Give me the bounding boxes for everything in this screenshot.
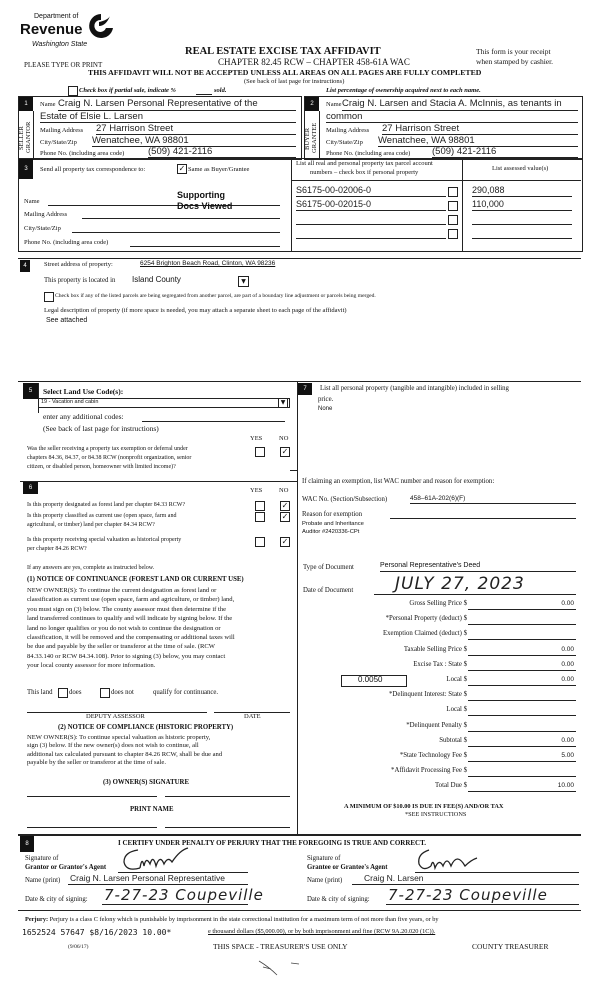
perjury-text-1: Perjury is a class C felony which is punishable by imprisonment in the state correctional institution for a maximum term of not more than five years, or by <box>49 916 439 923</box>
if-yes-note: If any answers are yes, complete as instructed below. <box>27 565 155 571</box>
underline <box>468 639 576 640</box>
form-chapter: CHAPTER 82.45 RCW – CHAPTER 458-61A WAC <box>218 57 410 67</box>
corr-name-field[interactable] <box>48 205 280 206</box>
exemption-reason-2[interactable]: Auditor #2420336-CPt <box>302 529 360 535</box>
county-select[interactable]: Island County <box>132 275 181 284</box>
historical-no-checkbox[interactable]: ✓ <box>281 537 289 546</box>
underline <box>468 655 576 656</box>
grantor-name[interactable]: Craig N. Larsen Personal Representative <box>70 873 225 883</box>
partial-sale-label: Check box if partial sale, indicate % <box>79 87 176 94</box>
notice-continuance-title: (1) NOTICE OF CONTINUANCE (FOREST LAND OR CURRENT USE) <box>27 576 244 583</box>
seller-side-label: SELLER <box>18 126 25 150</box>
corr-city-field[interactable] <box>72 232 280 233</box>
logo-name: Revenue <box>20 21 83 38</box>
seller-name-label: Name <box>40 101 56 108</box>
tax-row-value[interactable]: 0.00 <box>561 676 574 683</box>
grantor-date-city[interactable]: 7-27-23 Coupeville <box>104 886 264 904</box>
seller-city-label: City/State/Zip <box>40 139 77 146</box>
minimum-due-note: A MINIMUM OF $10.00 IS DUE IN FEE(S) AND/OR TAX <box>344 803 504 810</box>
tax-row-value[interactable]: 0.00 <box>561 600 574 607</box>
notice-line: be due and payable by the seller or transferor at the time of sale. (RCW <box>27 643 216 651</box>
logo-state: Washington State <box>32 41 88 48</box>
does-label: does <box>69 689 82 696</box>
notice-line: NEW OWNER(S): To continue the current designation as forest land or <box>27 587 217 594</box>
see-back-instructions: (See back of last page for instructions) <box>244 78 345 85</box>
form-title: REAL ESTATE EXCISE TAX AFFIDAVIT <box>185 46 381 57</box>
legal-description[interactable]: See attached <box>46 317 88 324</box>
buyer-name-label: Name <box>326 101 342 108</box>
underline <box>468 791 576 792</box>
underline <box>390 518 576 519</box>
divider <box>18 834 581 836</box>
notice-compliance-text <box>27 734 222 768</box>
notice-compliance-title: (2) NOTICE OF COMPLIANCE (HISTORIC PROPERTY) <box>58 724 234 731</box>
personal-property-value[interactable]: None <box>318 406 333 412</box>
corr-name-label: Name <box>24 198 40 205</box>
personal-property-label-1: List all personal property (tangible and intangible) included in selling <box>320 385 509 392</box>
no-header: NO <box>279 487 289 494</box>
underline <box>342 110 578 111</box>
divider <box>319 111 320 158</box>
buyer-address[interactable]: 27 Harrison Street <box>382 123 460 134</box>
forest-land-question: Is this property designated as forest land per chapter 84.33 RCW? <box>27 502 186 508</box>
land-does-not-checkbox[interactable] <box>100 688 110 698</box>
this-land-label: This land <box>27 689 53 696</box>
grantee-date-city[interactable]: 7-27-23 Coupeville <box>388 886 548 904</box>
divider <box>33 111 34 158</box>
personal-property-checkbox[interactable] <box>448 201 458 211</box>
divider <box>18 910 581 911</box>
divider <box>462 158 463 251</box>
document-type-label: Type of Document <box>303 564 354 571</box>
underline <box>472 224 572 225</box>
print-name-field-2[interactable] <box>165 827 290 828</box>
grantee-signature-label-1: Signature of <box>307 855 341 862</box>
notice-continuance-text <box>27 586 235 671</box>
dor-logo-swirl-icon <box>86 12 116 40</box>
segregated-parcel-checkbox[interactable] <box>44 292 54 302</box>
seller-exemption-no-checkbox[interactable]: ✓ <box>281 447 289 456</box>
buyer-phone-label: Phone No. (including area code) <box>326 150 411 157</box>
land-use-value: 19 - Vacation and cabin <box>41 399 99 405</box>
buyer-name-line2[interactable]: common <box>326 111 363 122</box>
corr-address-label: Mailing Address <box>24 211 68 218</box>
grantor-signature-label-1: Signature of <box>25 855 59 862</box>
tax-row-label: Total Due $ <box>435 782 467 790</box>
notice-line: NEW OWNER(S): To continue special valuation as historic property, <box>27 734 211 741</box>
assessed-value[interactable]: 290,088 <box>472 185 505 195</box>
buyer-city[interactable]: Wenatchee, WA 98801 <box>378 135 475 146</box>
does-not-label: does not <box>111 689 134 696</box>
treasurer-receipt-stamp: 1652524 57647 $8/16/2023 10.00* <box>22 928 172 937</box>
wac-number[interactable]: 458–61A-202(6)(F) <box>410 495 466 502</box>
underline <box>472 196 572 197</box>
document-date-label: Date of Document <box>303 587 354 594</box>
grantee-date-label: Date & city of signing: <box>307 896 370 903</box>
tax-row-label: *Affidavit Processing Fee $ <box>391 767 467 775</box>
underline <box>296 210 446 211</box>
section-number: 2 <box>305 97 319 111</box>
grantee-signature[interactable] <box>415 846 495 874</box>
grantee-name-label: Name (print) <box>307 877 343 884</box>
form-revision: (9/06/17) <box>68 944 89 950</box>
tax-row-label: Exemption Claimed (deduct) $ <box>383 630 467 638</box>
seller-exemption-yes-checkbox[interactable] <box>255 447 265 457</box>
no-header: NO <box>279 435 289 442</box>
tax-row-value[interactable]: 0.00 <box>561 645 574 653</box>
exemption-reason-label: Reason for exemption <box>302 511 363 518</box>
tax-row-value[interactable]: 5.00 <box>561 752 574 759</box>
document-type[interactable]: Personal Representative's Deed <box>380 562 481 569</box>
notice-line: additional tax calculated pursuant to chapter 84.26 RCW, shall be due and <box>27 750 223 758</box>
underline <box>468 609 576 610</box>
ownership-note: List percentage of ownership acquired next to each name. <box>326 87 481 94</box>
notice-line: 84.33.140 or RCW 84.34.108). Prior to signing (3) below, you may contact <box>27 652 226 660</box>
tax-row-label: Gross Selling Price $ <box>409 600 467 607</box>
section-number: 4 <box>20 260 30 272</box>
local-rate: 0.0050 <box>358 675 383 684</box>
supporting-docs-stamp-line-2: Docs Viewed <box>177 201 233 211</box>
street-address[interactable]: 6254 Brighton Beach Road, Clinton, WA 98236 <box>140 260 276 267</box>
exemption-question-line3: citizen, or disabled person, homeowner with limited income)? <box>27 464 176 470</box>
grantor-side-label: GRANTOR <box>25 121 32 153</box>
notice-line: sign (3) below. If the new owner(s) does not wish to continue, all <box>27 742 199 750</box>
partial-sale-percent-field[interactable] <box>196 94 212 95</box>
grantee-signature-label-2: Grantee or Grantee's Agent <box>307 864 388 871</box>
partial-sale-checkbox[interactable] <box>68 86 78 96</box>
grantor-signature-label-2: Grantor or Grantor's Agent <box>25 864 107 871</box>
notice-line: land transferred continues to qualify and will indicate by signing below. If the <box>27 615 233 623</box>
underline <box>468 670 576 671</box>
corr-phone-label: Phone No. (including area code) <box>24 239 109 246</box>
historical-question-line1: Is this property receiving special valuation as historical property <box>27 537 182 543</box>
underline <box>415 872 579 873</box>
current-use-question-line1: Is this property classified as current use (open space, farm and <box>27 513 177 519</box>
grantee-side-label: GRANTEE <box>311 122 318 153</box>
underline <box>472 238 572 239</box>
document-date[interactable]: JULY 27, 2023 <box>395 574 525 594</box>
current-use-yes-checkbox[interactable] <box>255 512 265 522</box>
land-use-label: Select Land Use Code(s): <box>43 387 124 396</box>
underline <box>352 884 579 885</box>
parcel-header-1: List all real and personal property tax parcel account <box>296 160 433 167</box>
underline <box>472 210 572 211</box>
section-number: 6 <box>23 482 38 494</box>
owner-signature-label: (3) OWNER(S) SIGNATURE <box>103 779 189 786</box>
seller-city[interactable]: Wenatchee, WA 98801 <box>92 135 189 146</box>
seller-address[interactable]: 27 Harrison Street <box>96 123 174 134</box>
seller-phone-label: Phone No. (including area code) <box>40 150 125 157</box>
section-number: 1 <box>19 97 33 111</box>
tax-row-value[interactable]: 10.00 <box>557 782 574 790</box>
underline <box>296 224 446 225</box>
land-does-checkbox[interactable] <box>58 688 68 698</box>
forest-land-no-checkbox[interactable]: ✓ <box>281 501 289 510</box>
street-address-label: Street address of property: <box>44 261 113 268</box>
underline <box>410 503 576 504</box>
located-in-label: This property is located in <box>44 277 116 284</box>
additional-codes-label: enter any additional codes: <box>43 412 124 421</box>
exemption-claim-label: If claiming an exemption, list WAC number and reason for exemption: <box>302 478 495 485</box>
underline <box>468 731 576 732</box>
historical-question-line2: per chapter 84.26 RCW? <box>27 546 87 552</box>
perjury-bold: Perjury: <box>25 916 49 923</box>
assessed-value-header: List assessed value(s) <box>492 165 549 172</box>
section-number: 5 <box>23 383 38 399</box>
section-number: 7 <box>298 383 312 395</box>
divider <box>291 180 581 181</box>
tax-row-value[interactable]: 0.00 <box>561 660 574 668</box>
owner-signature-field-2[interactable] <box>165 796 290 797</box>
notice-line: you must sign on (3) below. The county assessor must then determine if the <box>27 605 227 613</box>
acceptance-warning: THIS AFFIDAVIT WILL NOT BE ACCEPTED UNLESS ALL AREAS ON ALL PAGES ARE FULLY COMPLETED <box>88 67 482 77</box>
corr-city-label: City/State/Zip <box>24 225 61 232</box>
yes-header: YES <box>250 487 263 494</box>
land-use-dropdown-arrow-icon[interactable]: ▼ <box>278 398 288 408</box>
divider <box>18 258 581 259</box>
receipt-note-1: This form is your receipt <box>476 47 551 56</box>
same-as-buyer-label: Same as Buyer/Grantee <box>188 166 250 173</box>
forest-land-yes-checkbox[interactable] <box>255 501 265 511</box>
additional-codes-field[interactable] <box>142 421 285 422</box>
parcel-number[interactable]: S6175-00-02015-0 <box>296 199 372 209</box>
qualify-label: qualify for continuance. <box>153 689 219 696</box>
parcel-number[interactable]: S6175-00-02006-0 <box>296 185 372 195</box>
tax-row-label: Subtotal $ <box>439 736 467 744</box>
perjury-note-line2: e thousand dollars ($5,000.00), or by both imprisonment and fine (RCW 9A.20.020 (1C)). <box>208 928 436 935</box>
tax-row-label: *Delinquent Interest: State $ <box>389 691 467 699</box>
section-number: 8 <box>20 836 34 852</box>
certification-statement: I CERTIFY UNDER PENALTY OF PERJURY THAT THE FOREGOING IS TRUE AND CORRECT. <box>118 839 427 847</box>
treasurer-initials-mark <box>255 957 305 982</box>
grantor-signature[interactable] <box>118 844 198 874</box>
same-as-buyer-checkbox[interactable]: ✓ <box>178 164 186 173</box>
divider <box>291 158 292 251</box>
column-divider <box>297 382 298 834</box>
print-name-label: PRINT NAME <box>130 806 174 813</box>
type-or-print: PLEASE TYPE OR PRINT <box>24 61 103 69</box>
tax-row-label: *Personal Property (deduct) $ <box>385 615 467 623</box>
buyer-address-label: Mailing Address <box>326 127 370 134</box>
personal-property-checkbox[interactable] <box>448 187 458 197</box>
tax-row-label: Taxable Selling Price $ <box>403 645 467 653</box>
notice-line: payable by the seller or transferor at the time of sale. <box>27 759 166 767</box>
tax-row-label: Local $ <box>446 706 467 714</box>
print-name-field[interactable] <box>27 827 157 828</box>
owner-signature-field[interactable] <box>27 796 157 797</box>
underline <box>386 904 579 905</box>
county-treasurer-label: COUNTY TREASURER <box>472 942 549 951</box>
parcel-header-2: numbers – check box if personal property <box>310 169 419 176</box>
logo-dept: Department of <box>34 13 79 20</box>
underline <box>102 904 248 905</box>
underline <box>468 776 576 777</box>
grantee-name[interactable]: Craig N. Larsen <box>364 873 424 883</box>
tax-row-label: *State Technology Fee $ <box>399 752 467 759</box>
sold-label: sold. <box>214 87 227 94</box>
seller-phone[interactable]: (509) 421-2116 <box>148 146 213 157</box>
tax-row-label: *Delinquent Penalty $ <box>406 721 467 729</box>
exemption-question-line2: chapters 84.36, 84.37, or 84.38 RCW (nonprofit organization, senior <box>27 455 192 461</box>
current-use-question-line2: agricultural, or timber) land per chapter 84.34 RCW? <box>27 522 155 528</box>
historical-yes-checkbox[interactable] <box>255 537 265 547</box>
personal-property-checkbox[interactable] <box>448 215 458 225</box>
tax-row-label: Local $ <box>446 676 467 683</box>
underline <box>380 571 576 572</box>
perjury-note-line1 <box>25 917 439 924</box>
buyer-city-label: City/State/Zip <box>326 139 363 146</box>
notice-line: classification, it will be removed and the compensating or additional taxes will <box>27 634 235 642</box>
underline <box>468 700 576 701</box>
notice-line: classification as current use (open space, farm and agriculture, or timber) land, <box>27 596 235 604</box>
land-use-see-back: (See back of last page for instructions) <box>43 424 159 433</box>
tax-row-value[interactable]: 0.00 <box>561 736 574 744</box>
seller-name-line1[interactable]: Craig N. Larsen Personal Representative of the <box>58 98 258 109</box>
receipt-note-2: when stamped by cashier. <box>476 57 554 66</box>
supporting-docs-stamp-line-1: Supporting <box>177 190 225 200</box>
underline <box>374 594 576 595</box>
underline <box>468 685 576 686</box>
send-correspondence-label: Send all property tax correspondence to: <box>40 166 146 173</box>
notice-line: land no longer qualifies or you do not wish to continue the designation or <box>27 624 221 632</box>
underline <box>296 196 446 197</box>
current-use-no-checkbox[interactable]: ✓ <box>281 512 289 521</box>
treasurer-use-only: THIS SPACE - TREASURER'S USE ONLY <box>213 942 348 951</box>
grantor-date-label: Date & city of signing: <box>25 896 88 903</box>
underline <box>296 238 446 239</box>
seller-name-line2[interactable]: Estate of Elsie L. Larsen <box>40 111 143 122</box>
notice-line: your local county assessor for more information. <box>27 662 156 670</box>
buyer-name-line1[interactable]: Craig N. Larsen and Stacia A. McInnis, as tenants in <box>342 98 562 109</box>
county-dropdown-arrow-icon[interactable]: ▼ <box>238 276 249 287</box>
personal-property-checkbox[interactable] <box>448 229 458 239</box>
yes-header: YES <box>250 435 263 442</box>
divider <box>290 470 298 471</box>
underline <box>468 624 576 625</box>
legal-description-label: Legal description of property (if more space is needed, you may attach a separate sheet to each page of the affidavit) <box>44 307 347 314</box>
wac-label: WAC No. (Section/Subsection) <box>302 496 388 503</box>
section-number: 3 <box>19 159 33 179</box>
seller-address-label: Mailing Address <box>40 127 84 134</box>
personal-property-label-2: price. <box>318 396 334 403</box>
buyer-phone[interactable]: (509) 421-2116 <box>432 146 497 157</box>
segregated-parcel-label: Check box if any of the listed parcels are being segregated from another parcel, are part of a boundary line adjustment or parcels being merged. <box>55 293 376 299</box>
deputy-assessor-label: DEPUTY ASSESSOR <box>86 713 145 720</box>
exemption-question-line1: Was the seller receiving a property tax exemption or deferral under <box>27 446 188 452</box>
divider <box>18 381 581 382</box>
buyer-side-label: BUYER <box>304 127 311 150</box>
underline <box>468 761 576 762</box>
divider <box>20 481 297 482</box>
underline <box>468 746 576 747</box>
corr-phone-field[interactable] <box>130 246 280 247</box>
exemption-reason-1[interactable]: Probate and Inheritance <box>302 521 364 527</box>
underline <box>68 884 248 885</box>
date-label: DATE <box>244 713 261 720</box>
assessed-value[interactable]: 110,000 <box>472 199 504 209</box>
tax-row-label: Excise Tax : State $ <box>413 660 467 668</box>
underline <box>468 715 576 716</box>
grantor-name-label: Name (print) <box>25 877 61 884</box>
see-instructions-note: *SEE INSTRUCTIONS <box>405 811 467 818</box>
corr-address-field[interactable] <box>82 218 280 219</box>
